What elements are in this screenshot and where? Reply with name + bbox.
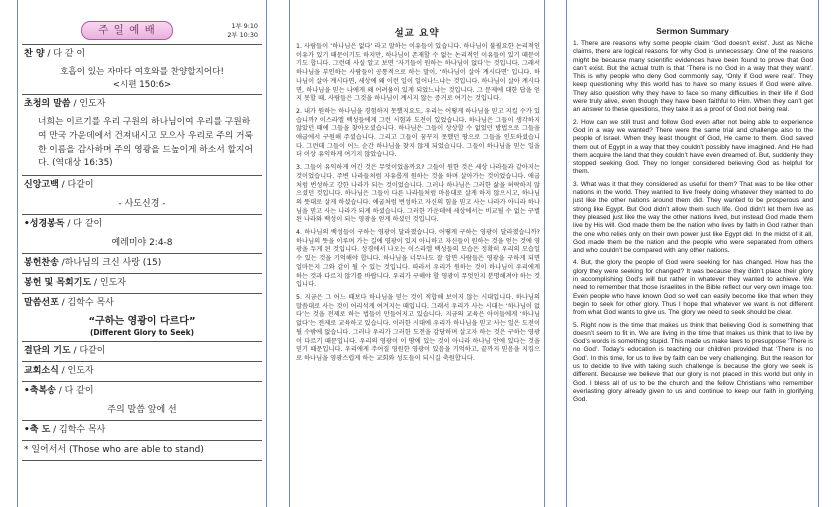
item-praise: 찬 양 / 다 같 이	[24, 49, 86, 59]
english-paragraph-5: 5. Right now is the time that makes us think that believing God is something that doesn’t seem to fit in. We are living in the time that makes us think that to live by God’s words is something stupid. This made us make laws to presuppose ‘There is no God’. Today’s education is teaching our children provided that ‘There is no God’. In this time, for us to live by faith can be very challenging. But the reason for us to decide to live with taking such challenge is because the glory we seek is different. Because we believe that our glory is not placed in this world but only in God. I bless all of us to be the church and the fellow Christians who remember everlasting glory already given to us and continue to keep our faith in glorifying God.	[573, 321, 813, 404]
service-times	[227, 22, 258, 40]
order-of-worship-panel	[17, 0, 267, 507]
korean-paragraph-5: 5. 지금은 그 어느 때보다 하나님을 믿는 것이 적합해 보이지 않는 시대입니다. 하나님의 말씀대로 사는 것이 어리석게 여겨지는 때입니다. 그래서 우리가 사는 시대는 ‘하나님이 없다’는 것을 전제로 하는 법들이 만들어지고 있습니다. 지금의 교육은 아이들에게 ‘하나님 없다’는 전제로 교육하고 있습니다. 이러한 시대에 우리가 하나님을 믿고 사는 일은 도전이 될 수밖에 없습니다. 그러나 우리가 그러한 도전을 감당하며 살고자 하는 것은 구하는 영광이 다르기 때문입니다. 우리의 영광이 이 땅에 있는 것이 아니라 하나님 안에 있다는 것을 믿기 때문입니다. 우리에게 주어질 영원한 영광이 있음을 기억하고, 끝까지 믿음을 지킴으로 하나님을 영광스럽게 하는 교회와 성도들이 되시길 축원합니다.	[296, 293, 540, 362]
korean-paragraph-4: 4. 하나님의 백성들이 구하는 영광이 달라졌습니다. 어떻게 구하는 영광이 달라졌습니까? 하나님의 뜻을 이루며 가는 길에 영광이 있지 아니하고 자신들이 원하는 것을 얻는 것에 영광을 두게 된 것입니다. 성경에서 나오는 이스라엘 백성들의 모습은 정확히 우리의 모습일 수 있는 것을 기억해야 합니다. 하나님을 너무나도 잘 알면 사람들은 영광을 구하게 되면 얼마든지 그와 같이 될 수 있는 것입니다. 따라서 우리가 원하는 것이 하나님이 우리에게 하는 것과 다르지 않기를 바랍니다. 우리가 구해야 할 영광이 무엇인지 분명해져야 하는 것입니다.	[296, 229, 540, 289]
item-blessing-song: •축복송 / 다 같이	[24, 386, 94, 397]
korean-paragraph-2: 2. 내가 원하는 하나님을 경험하지 못했지요도, 우리는 어떻게 하나님을 믿고 지킬 수가 있습니까? 이스라엘 백성들에게 그런 시험과 도전이 있었습니다. 하나님은 그들이 생각하지 않았던 때에 그들을 찾아오셨습니다. 하나님은 그들이 상상할 수 없었던 방법으로 그들을 애굽에서 구원해 주셨습니다. 그리고 그들이 꿈꾸지 못했던 땅으로 그들을 인도하셨습니다. 그런데 그들이 어느 순간 하나님을 찾지 않게 되었습니다. 그들이 하나님을 믿는 일을 더 이상 유익하게 여기지 않았습니다.	[296, 107, 540, 159]
korean-paragraph-3: 3. 그들이 유익하게 여긴 것은 무엇이었을까요? 그들이 원한 것은 세상 나라들과 같아지는 것이었습니다. 주변 나라들처럼 자유롭게 원하는 것을 하며 살아가는 것이었습니다. 애굽처럼 번성하고 강한 나라가 되는 것이었습니다. 그러나 하나님은 그러한 삶을 허락하지 않으셨던 것입니다. 하나님은 그들이 다른 나라들처럼 마음대로 살게 하지 않으시고, 하나님의 뜻대로 살게 하셨습니다. 애굽처럼 번성하고 자신의 힘을 믿고 사는 나라가 아니라 하나님을 믿고 사는 나라가 되게 하셨습니다. 그러한 가운데에 세상에서는 비교될 수 없는 구별된 나라와 백성이 되는 영광을 얻게 하셨던 것입니다.	[296, 164, 540, 224]
item-invitation: 초청의 말씀 / 인도자	[24, 99, 106, 109]
english-summary-title: Sermon Summary	[656, 26, 729, 36]
worship-title: 주 일 예 배	[81, 21, 173, 40]
english-paragraph-1: 1. There are reasons why some people claim ‘God doesn’t exist’. Just as Niche claims, there are logical reasons for why God is unnecessary. One of the reasons might be because many scientific evidences have been found to prove that God can’t exist. But the actual truth is that ‘There is no God in a way that they want’. This is why people who deny God commonly say, ‘Only if God were real’. They keep questioning why this world has to have so many issues if God were alive. They also question why they have to face so many difficulties in their life if God were truly alive, even though they have been faithful to Him. When they can’t get an answer to these questions, they take it as a proof of God not being real.	[573, 40, 813, 114]
english-summary-panel	[566, 0, 819, 507]
item-offering-hymn: 봉헌찬송 /하나님의 크신 사랑 (15)	[24, 258, 162, 269]
scripture-ref: 예레미야 2:4-8	[111, 238, 173, 249]
service-time-2: 2부 10:30	[227, 31, 258, 39]
korean-summary-title: 설교 요약	[394, 28, 440, 39]
standing-note: * 일어서서 (Those who are able to stand)	[24, 445, 204, 456]
service-time-1: 1부 9:10	[231, 22, 258, 30]
item-sermon: 말씀선포 / 김학수 목사	[24, 298, 114, 309]
korean-summary-panel	[289, 0, 545, 507]
item-decision-prayer: 결단의 기도 / 다같이	[24, 346, 106, 357]
sermon-title: “구하는 영광이 다르다”	[88, 316, 196, 328]
praise-verse: 호흡이 있는 자마다 여호와를 찬양할지어다! <시편 150:6>	[60, 67, 224, 90]
item-benediction: •축 도 / 김학수 목사	[24, 425, 106, 436]
creed-name: - 사도신경 -	[118, 199, 166, 210]
item-announcements: 교회소식 / 인도자	[24, 366, 94, 377]
invitation-verse: 너희는 이르기를 우리 구원의 하나님이여 우리를 구원하여 만국 가운데에서 건져내시고 모으사 우리로 주의 거룩한 이름을 감사하며 주의 영광을 드높이게 하소서 할지어다. (역대상 16:35)	[38, 117, 254, 169]
english-paragraph-2: 2. How can we still trust and follow God even after not being able to experience God in a way we wanted? There were the same trial and challenge also to the people of Israel. When they least thought of God, He came to them. God saved them out of Egypt in a way that they couldn’t possibly have imagined. And He had them acquire the land that they couldn’t have even dreamed of. But, suddenly they stopped seeking God. They no longer considered believing God as helpful for them.	[573, 118, 813, 176]
korean-paragraph-1: 1. 사람들이 ‘하나님은 없다’ 라고 말하는 이유들이 있습니다. 하나님이 불필요한 논리적인 이유가 있기 때문이기도 하지만, 하나님이 존재할 수 없는 논리적인 이유들이 있기 때문이기도 합니다. 그런데 사실 알고 보면 ‘자기들이 원하는 하나님이 없다’는 것입니다. 그래서 하나님을 부인하는 사람들이 공통적으로 하는 말이, ‘하나님이 살아 계시다면’ 입니다. 하나님이 살아 계시다면, 세상에 왜 이런 일이 일어나느냐는 것입니다. 하나님이 살아 계시다면, 하나님을 믿는 나에게 왜 어려움이 있게 되었느냐는 것입니다. 그 문제에 대한 답을 얻지 못할 때, 사람들은 그것을 하나님이 계시지 않는 증거로 여기는 것입니다.	[296, 43, 540, 103]
english-paragraph-3: 3. What was it that they considered as useful for them? That was to be like other nations in the world. They wanted to live freely doing whatever they wanted to do just like the other nations around them did. They wanted to be prosperous and strong like Egypt. But God didn’t allow them such life. God didn’t let them live as they pleased just like the way the other nations lived, but instead God made them live by His will. God made them be the nation who lives by faith in God rather than the one who relies only on their own power just like Egypt did. In the midst of it all, God made them be the nation and the people who were separated from others and who couldn’t be compared with any other nations.	[573, 180, 813, 255]
worship-header	[18, 0, 266, 44]
item-creed: 신앙고백 / 다같이	[24, 180, 94, 191]
divider	[22, 460, 262, 461]
item-scripture: •성경봉독 / 다 같이	[24, 219, 103, 230]
item-offering-prayer: 봉헌 및 목회기도 / 인도자	[24, 278, 126, 289]
sermon-subtitle: (Different Glory to Seek)	[89, 328, 195, 338]
english-paragraph-4: 4. But, the glory the people of God were seeking for has changed. How has the glory they were seeking for changed? It was because they didn’t place their glory in accomplishing God’s will but rather in whatever they wanted to achieve. We need to remember that those Israelites in the Bible reflect our very own image too. Even people who have known God so well can easily become like that when they begin to seek for other glory. Thus I hope that whatever we want is not different from what God wants to give us. The glory we need to seek should be clear.	[573, 259, 813, 317]
blessing-song-title: 주의 말씀 앞에 선	[107, 405, 177, 416]
